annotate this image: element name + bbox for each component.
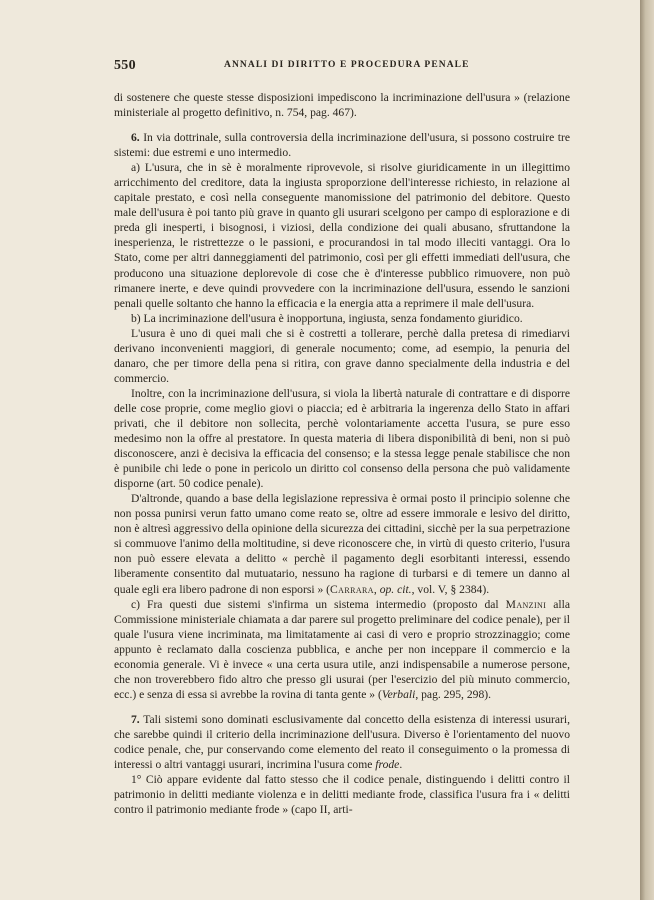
paragraph-text: In via dottrinale, sulla controversia della incriminazione dell'usura, si possono costruire tre sistemi: due estremi e uno intermedio. — [114, 131, 570, 160]
body-text — [114, 90, 570, 817]
emphasis-frode: frode — [375, 758, 400, 772]
paragraph: 1° Ciò appare evidente dal fatto stesso che il codice penale, distinguendo i delitti contro il patrimonio in delitti mediante violenza e in delitti mediante frode, classifica l'usura fra i « delitti contro il patrimonio mediante frode » (capo II, arti- — [114, 773, 570, 817]
page-header — [114, 58, 570, 78]
citation-opcit: op. cit. — [379, 582, 412, 596]
page-number: 550 — [114, 58, 136, 73]
paragraph-text: alla Commissione ministeriale chiamata a dar parere sul progetto preliminare del codice penale), per il quale l'usura viene incriminata, ma limitatamente ai casi di vero e proprio strozzinaggio; come appunto è reclamato dalla coscienza pubblica, e anche per non inceppare il commercio e la economia generale. Vi è invece « una certa usura utile, anzi indispensabile a numerose persone, che non troverebbero fido altro che presso gli usurai (per l'esercizio del più minuto commercio, ecc.) e senza di essa si avrebbe la rovina di tanta gente » ( — [114, 597, 570, 701]
section-paragraph-7 — [114, 712, 570, 772]
paragraph-text: D'altronde, quando a base della legislazione repressiva è ormai posto il principio solenne che non possa punirsi verun fatto umano come reato se, oltre ad essere immorale e lesivo del diritto, non è altresì aggressivo della opinione della sicurezza dei cittadini, sicchè per la sua perpetrazione si commuove l'animo della moltitudine, si deve riconoscere che, in virtù di questo criterio, l'usura non può essere elevata a delitto « perchè il pagamento degli esorbitanti interessi, essendo liberamente consentito dal mutuatario, nessuno ha ragione di turbarsi e di temere un danno al quale egli era libero padrone di non esporsi » ( — [114, 492, 570, 596]
author-name: Manzini — [505, 597, 547, 611]
author-name: Carrara — [330, 582, 374, 596]
section-paragraph-6 — [114, 130, 570, 160]
paragraph-text: c) Fra questi due sistemi s'infirma un sistema intermedio (proposto dal — [131, 597, 506, 611]
paragraph-text: . — [399, 758, 403, 772]
paragraph-text: , pag. 295, 298). — [415, 687, 491, 701]
citation-verbali: Verbali — [381, 687, 416, 701]
paragraph — [114, 491, 570, 596]
paragraph-text: , — [373, 582, 380, 596]
section-number: 6. — [131, 131, 140, 145]
book-page-edge — [640, 0, 654, 900]
paragraph: L'usura è uno di quei mali che si è costretti a tollerare, perchè dalla pretesa di rimediarvi derivano inconvenienti maggiori, di generale nocumento; come, ad esempio, la penuria del danaro, che per timore della pena si ritira, con grave danno specialmente della industria e del commercio. — [114, 326, 570, 385]
paragraph: b) La incriminazione dell'usura è inopportuna, ingiusta, senza fondamento giuridico. — [131, 311, 523, 325]
paragraph: di sostenere che queste stesse disposizioni impediscono la incriminazione dell'usura » (relazione ministeriale al progetto definitivo, n. 754, pag. 467). — [114, 91, 570, 120]
section-number: 7. — [131, 712, 140, 726]
running-title: ANNALI DI DIRITTO E PROCEDURA PENALE — [224, 60, 470, 70]
paragraph-text: Tali sistemi sono dominati esclusivamente dal concetto della esistenza di interessi usurari, che sarebbe quindi il criterio della incriminazione dell'usura. Diverso è l'orientamento del nuovo codice penale, che, pur conservando come elemento del reato il conseguimento o la promessa di interessi o altri vantaggi usurari, incrimina l'usura come — [114, 712, 570, 772]
paragraph: a) L'usura, che in sè è moralmente riprovevole, si risolve giuridicamente in un illegittimo arricchimento del creditore, data la ingiusta sproporzione dell'interesse richiesto, in relazione al capitale prestato, e così nella conseguente manomissione del patrimonio del debitore. Questo male dell'usura è poi tanto più grave in quanto gli usurari scelgono per campo di esplorazione e di preda gli inesperti, i bisognosi, i viziosi, della condizione dei quali abusano, sfruttandone la inesperienza, le ristrettezze o le passioni, e procurandosi in tal modo illeciti vantaggi. Ora lo Stato, come per altri danneggiamenti del patrimonio, così per gli effetti immediati dell'usura, che producono una situazione deplorevole di cose che è d'interesse pubblico rimuovere, non può rimanere inerte, e deve quindi provvedere con la incriminazione dell'usura, essendo le sanzioni penali quelle soltanto che hanno la efficacia e la energia atta a reprimere il male dell'usura. — [114, 161, 570, 310]
paragraph-text: , vol. V, § 2384). — [411, 582, 490, 596]
paragraph — [114, 597, 570, 702]
paragraph: Inoltre, con la incriminazione dell'usura, si viola la libertà naturale di contrattare e di disporre delle cose proprie, come meglio giovi o piaccia; ed è arbitraria la ingerenza dello Stato in affari privati, che il debitore non sollecita, perchè volontariamente accetta l'usura, se pure esso medesimo non la offre al prestatore. In questa materia di libera disponibilità di beni, non si può disconoscere, anzi è decisiva la efficacia del consenso; e la stessa legge penale stabilisce che non è punibile chi lede o pone in pericolo un diritto col consenso della persona che può validamente disporne (art. 50 codice penale). — [114, 386, 570, 491]
